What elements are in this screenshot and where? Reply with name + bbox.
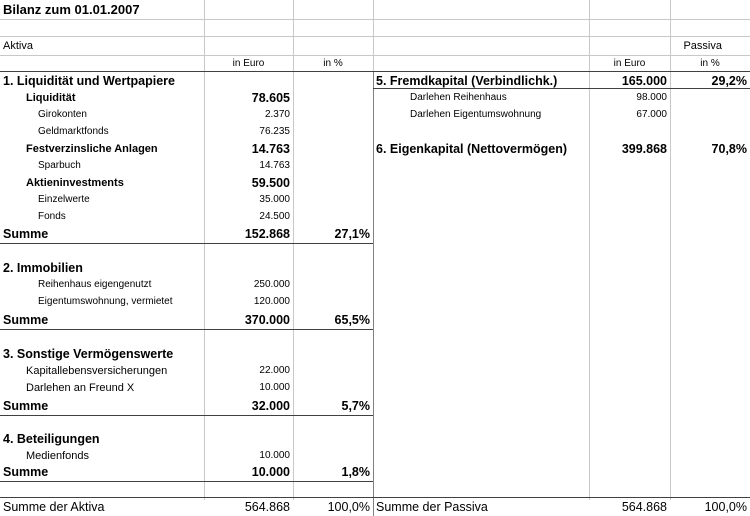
sum-label: Summe xyxy=(3,399,49,413)
sum-pct: 5,7% xyxy=(341,399,370,413)
item-label: Darlehen an Freund X xyxy=(26,381,135,394)
sum-value: 10.000 xyxy=(251,465,290,479)
eigenkapital-value: 399.868 xyxy=(621,141,667,156)
item-value: 120.000 xyxy=(253,296,290,307)
aktiva-unit-euro: in Euro xyxy=(232,57,265,69)
item-label: Reihenhaus eigengenutzt xyxy=(38,279,152,290)
section-heading: 1. Liquidität und Wertpapiere xyxy=(3,73,176,88)
sum-underline xyxy=(0,329,373,330)
item-value: 14.763 xyxy=(259,160,290,171)
passiva-label: Passiva xyxy=(683,40,722,52)
sum-label: Summe xyxy=(3,313,49,327)
passiva-total-value: 564.868 xyxy=(621,500,667,514)
aktiva-total-label: Summe der Aktiva xyxy=(3,500,105,514)
passiva-item-value: 98.000 xyxy=(636,92,667,103)
row-divider xyxy=(0,19,750,20)
passiva-unit-pct: in % xyxy=(700,57,720,69)
eigenkapital-pct: 70,8% xyxy=(711,141,747,156)
passiva-unit-euro: in Euro xyxy=(613,57,646,69)
passiva-total-pct: 100,0% xyxy=(704,500,747,514)
passiva-item-value: 67.000 xyxy=(636,109,667,120)
item-label: Kapitallebensversicherungen xyxy=(26,364,168,377)
section-heading: 5. Fremdkapital (Verbindlichk.) xyxy=(376,73,558,88)
passiva-item-label: Darlehen Reihenhaus xyxy=(410,92,507,103)
item-label: Girokonten xyxy=(38,109,87,120)
passiva-item-label: Darlehen Eigentumswohnung xyxy=(410,109,542,120)
sum-underline xyxy=(0,481,373,482)
item-value: 22.000 xyxy=(259,365,290,376)
item-value: 2.370 xyxy=(264,109,290,120)
sheet-title: Bilanz zum 01.01.2007 xyxy=(3,2,140,17)
sum-label: Summe xyxy=(3,465,49,479)
item-value: 250.000 xyxy=(253,279,290,290)
item-label: Sparbuch xyxy=(38,160,81,171)
item-value: 76.235 xyxy=(259,126,290,137)
aktiva-total-pct: 100,0% xyxy=(327,500,370,514)
section-heading: 4. Beteiligungen xyxy=(3,431,100,446)
item-label: Geldmarktfonds xyxy=(38,126,109,137)
passiva-total-label: Summe der Passiva xyxy=(376,500,488,514)
item-label: Einzelwerte xyxy=(38,194,90,205)
fremdkapital-pct: 29,2% xyxy=(711,73,747,88)
sum-underline xyxy=(0,243,373,244)
sum-value: 32.000 xyxy=(251,399,290,413)
item-label: Eigentumswohnung, vermietet xyxy=(38,296,173,307)
section-heading: 6. Eigenkapital (Nettovermögen) xyxy=(376,141,568,156)
aktiva-unit-pct: in % xyxy=(323,57,343,69)
item-label: Fonds xyxy=(38,211,66,222)
item-value: 10.000 xyxy=(259,450,290,461)
group-label: Festverzinsliche Anlagen xyxy=(26,142,158,155)
group-value: 78.605 xyxy=(251,90,290,105)
sum-underline xyxy=(0,415,373,416)
sum-pct: 1,8% xyxy=(341,465,370,479)
item-value: 35.000 xyxy=(259,194,290,205)
aktiva-total-value: 564.868 xyxy=(244,500,290,514)
item-value: 10.000 xyxy=(259,382,290,393)
sum-pct: 27,1% xyxy=(334,227,370,241)
group-value: 14.763 xyxy=(251,141,290,156)
sum-label: Summe xyxy=(3,227,49,241)
aktiva-label: Aktiva xyxy=(3,40,33,52)
item-label: Medienfonds xyxy=(26,449,89,462)
item-value: 24.500 xyxy=(259,211,290,222)
group-label: Liquidität xyxy=(26,91,76,104)
fremdkapital-value: 165.000 xyxy=(621,73,667,88)
sum-pct: 65,5% xyxy=(334,313,370,327)
sum-value: 152.868 xyxy=(244,227,290,241)
group-value: 59.500 xyxy=(251,175,290,190)
section-heading: 3. Sonstige Vermögenswerte xyxy=(3,346,174,361)
sum-value: 370.000 xyxy=(244,313,290,327)
section-heading: 2. Immobilien xyxy=(3,260,83,275)
group-label: Aktieninvestments xyxy=(26,176,124,189)
